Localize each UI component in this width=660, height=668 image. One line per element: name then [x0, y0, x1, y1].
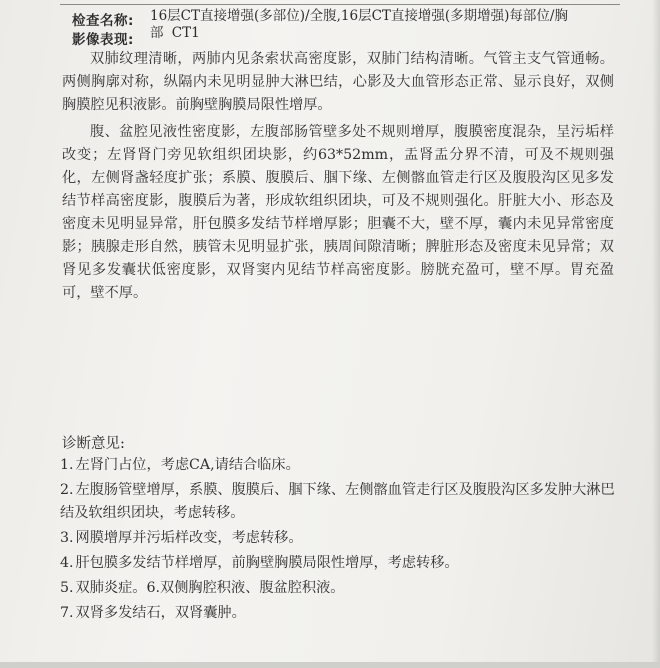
diagnosis-text: 左肾门占位，考虑CA,请结合临床。 [75, 457, 300, 473]
diagnosis-text: 肝包膜多发结节样增厚，前胸壁胸膜局限性增厚，考虑转移。 [75, 555, 459, 571]
findings-section [62, 48, 614, 305]
diagnosis-list [60, 454, 620, 627]
diagnosis-item [60, 479, 620, 525]
diagnosis-number: 5. [60, 580, 74, 596]
exam-name-text: 16层CT直接增强(多部位)/全腹,16层CT直接增强(多期增强)每部位/胸部 [150, 8, 568, 41]
exam-name-label: 检查名称: [72, 13, 134, 29]
imaging-label: 影像表现: [72, 32, 134, 48]
diagnosis-text: 双肾多发结石，双肾囊肿。 [75, 605, 246, 621]
exam-name-value [150, 8, 570, 42]
diagnosis-text: 左腹肠管壁增厚，系膜、腹膜后、腘下缘、左侧髂血管走行区及腹股沟区多发肿大淋巴结及软组织团块，考虑转移。 [60, 482, 615, 521]
diagnosis-item [60, 527, 620, 550]
diagnosis-item [60, 552, 620, 575]
findings-paragraph-chest: 双肺纹理清晰，两肺内见条索状高密度影，双肺门结构清晰。气管主支气管通畅。两侧胸廓对称，纵隔内未见明显肿大淋巴结，心影及大血管形态正常、显示良好，双侧胸膜腔见积液影。前胸壁胸膜局限性增厚。 [62, 51, 614, 113]
diagnosis-item [60, 577, 620, 600]
diagnosis-number: 4. [60, 555, 74, 571]
diagnosis-text: 双肺炎症。6.双侧胸腔积液、腹盆腔积液。 [75, 580, 345, 596]
diagnosis-number: 3. [60, 530, 74, 546]
findings-paragraph-abdomen: 腹、盆腔见液性密度影，左腹部肠管壁多处不规则增厚，腹膜密度混杂，呈污垢样改变；左肾肾门旁见软组织团块影，约63*52mm，盂肾盂分界不清，可及不规则强化，左侧肾盏轻度扩张；系膜、腹膜后、腘下缘、左侧髂血管走行区及腹股沟区见多发结节样高密度影，腹膜后为著，形成软组织团块，可及不规则强化。肝脏大小、形态及密度未见明显异常，肝包膜多发结节样增厚影；胆囊不大，壁不厚，囊内未见异常密度影；胰腺走形自然，胰管未见明显扩张，胰周间隙清晰；脾脏形态及密度未见异常；双肾见多发囊状低密度影，双肾窦内见结节样高密度影。膀胱充盈可，壁不厚。胃充盈可，壁不厚。 [62, 124, 614, 301]
diagnosis-item [60, 602, 620, 625]
diagnosis-item [60, 454, 620, 477]
diagnosis-title: 诊断意见: [62, 436, 125, 452]
top-divider [60, 4, 620, 5]
page-bottom-edge [0, 662, 660, 668]
diagnosis-number: 7. [60, 605, 74, 621]
page-edge-shadow [652, 0, 660, 668]
exam-suffix: CT1 [171, 25, 200, 41]
diagnosis-text: 网膜增厚并污垢样改变，考虑转移。 [75, 530, 303, 546]
diagnosis-number: 1. [60, 457, 74, 473]
diagnosis-number: 2. [60, 482, 74, 498]
